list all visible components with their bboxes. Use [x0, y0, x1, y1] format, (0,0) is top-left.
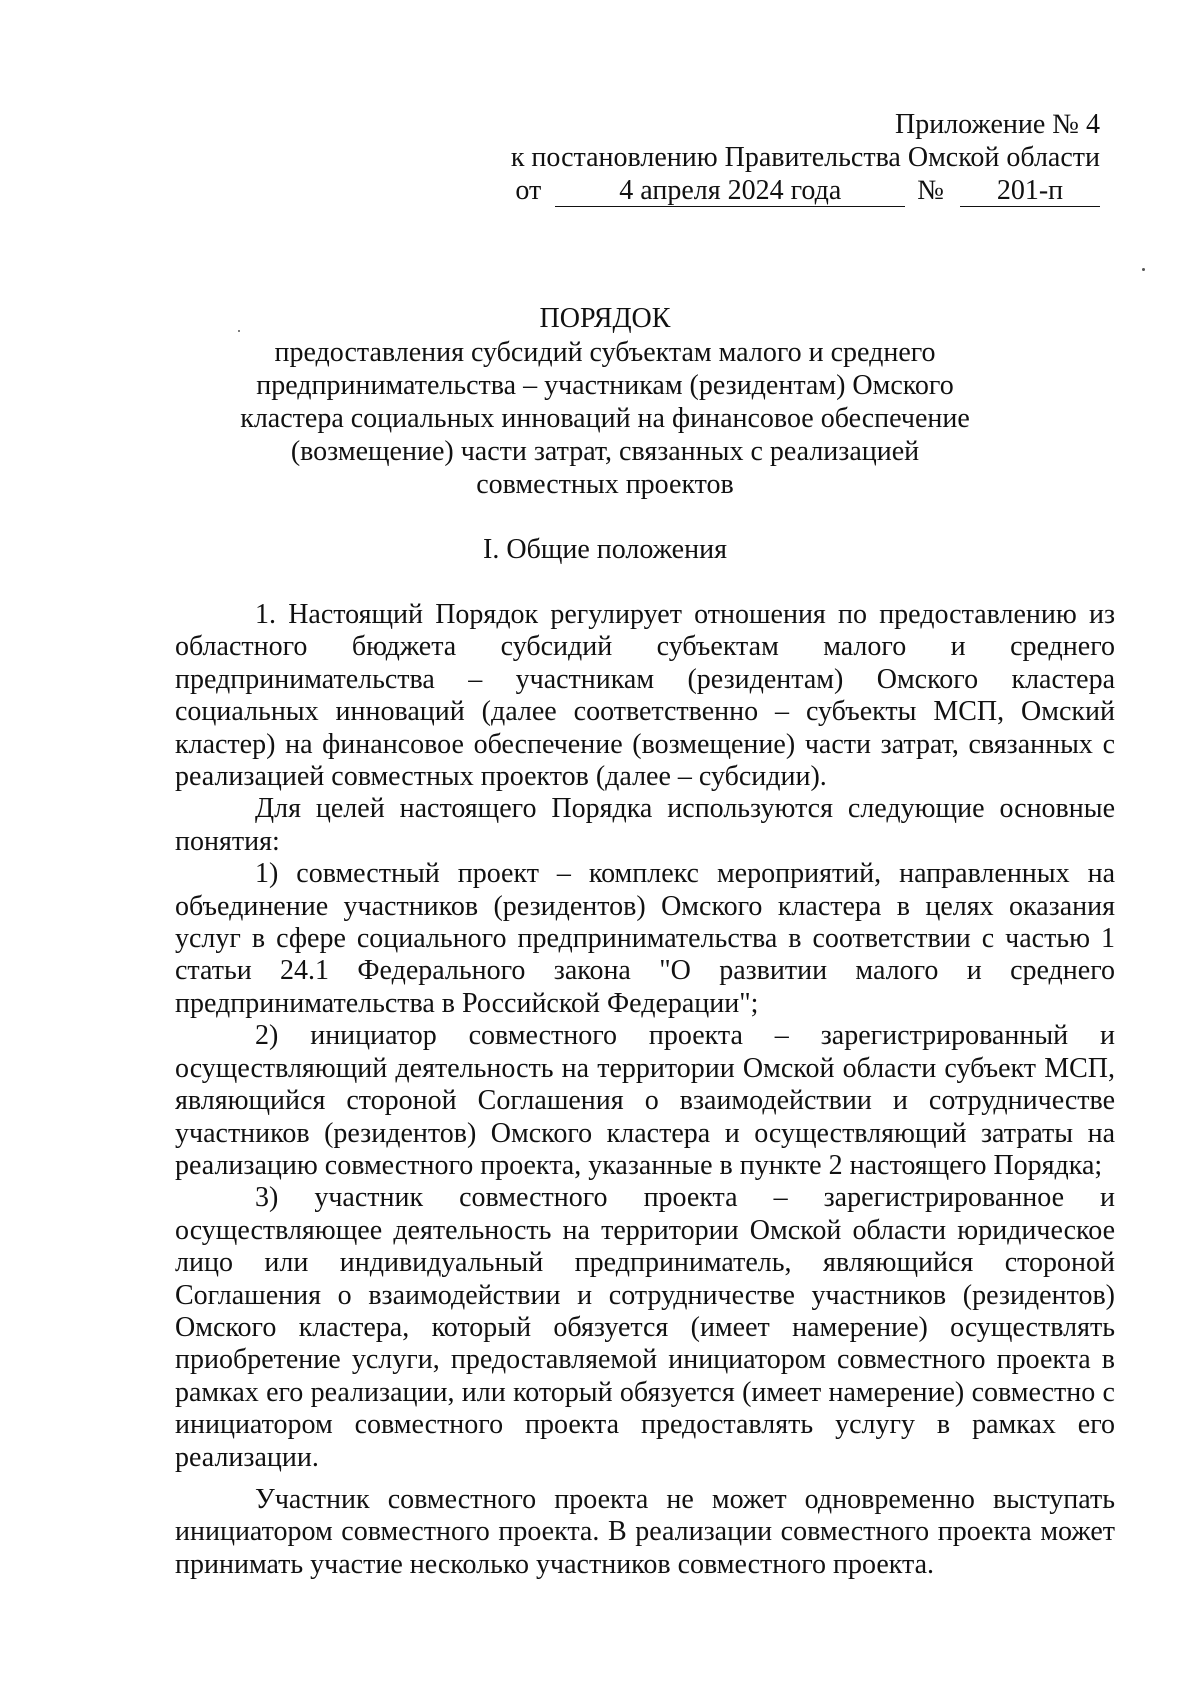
appendix-header [400, 108, 1100, 207]
appendix-resolution: к постановлению Правительства Омской области [510, 142, 1100, 173]
resolution-date: 4 апреля 2024 года [555, 176, 905, 207]
document-body [175, 599, 1115, 1581]
number-sign: № [917, 175, 944, 206]
title-line: предоставления субсидий субъектам малого и среднего [274, 337, 936, 368]
resolution-number: 201-п [960, 176, 1100, 207]
title-line: кластера социальных инноваций на финансовое обеспечение [240, 403, 970, 434]
title-line: совместных проектов [476, 469, 734, 500]
scan-speck [238, 330, 240, 332]
paragraph: Для целей настоящего Порядка используются следующие основные понятия: [175, 793, 1115, 857]
appendix-number: Приложение № 4 [895, 109, 1100, 140]
appendix-date-line [400, 174, 1100, 207]
title-heading: ПОРЯДОК [539, 303, 671, 334]
title-line: (возмещение) части затрат, связанных с реализацией [290, 436, 920, 467]
paragraph: 1) совместный проект – комплекс мероприятий, направленных на объединение участников (резидентов) Омского кластера в целях оказания услуг в сфере социального предпринимательства в соответствии с частью 1 статьи 24.1 Федерального закона "О развитии малого и среднего предпринимательства в Российской Федерации"; [175, 858, 1115, 1019]
paragraph: 2) инициатор совместного проекта – зарегистрированный и осуществляющий деятельность на территории Омской области субъект МСП, являющийся стороной Соглашения о взаимодействии и сотрудничестве участников (резидентов) Омского кластера и осуществляющий затраты на реализацию совместного проекта, указанные в пункте 2 настоящего Порядка; [175, 1020, 1115, 1181]
paragraph: Участник совместного проекта не может одновременно выступать инициатором совместного проекта. В реализации совместного проекта может принимать участие несколько участников совместного проекта. [175, 1483, 1115, 1580]
section-heading: I. Общие положения [483, 534, 727, 565]
paragraph: 1. Настоящий Порядок регулирует отношения по предоставлению из областного бюджета субсидий субъектам малого и среднего предпринимательства – участникам (резидентам) Омского кластера социальных инноваций (далее соответственно – субъекты МСП, Омский кластер) на финансовое обеспечение (возмещение) части затрат, связанных с реализацией совместных проектов (далее – субсидии). [175, 599, 1115, 793]
date-prefix: от [515, 175, 542, 206]
document-title [175, 302, 1035, 501]
scan-speck [1142, 268, 1145, 271]
title-line: предпринимательства – участникам (резидентам) Омского [256, 370, 954, 401]
paragraph: 3) участник совместного проекта – зарегистрированное и осуществляющее деятельность на территории Омской области юридическое лицо или индивидуальный предприниматель, являющийся стороной Соглашения о взаимодействии и сотрудничестве участников (резидентов) Омского кластера, который обязуется (имеет намерение) осуществлять приобретение услуги, предоставляемой инициатором совместного проекта в рамках его реализации, или который обязуется (имеет намерение) совместно с инициатором совместного проекта предоставлять услугу в рамках его реализации. [175, 1182, 1115, 1473]
